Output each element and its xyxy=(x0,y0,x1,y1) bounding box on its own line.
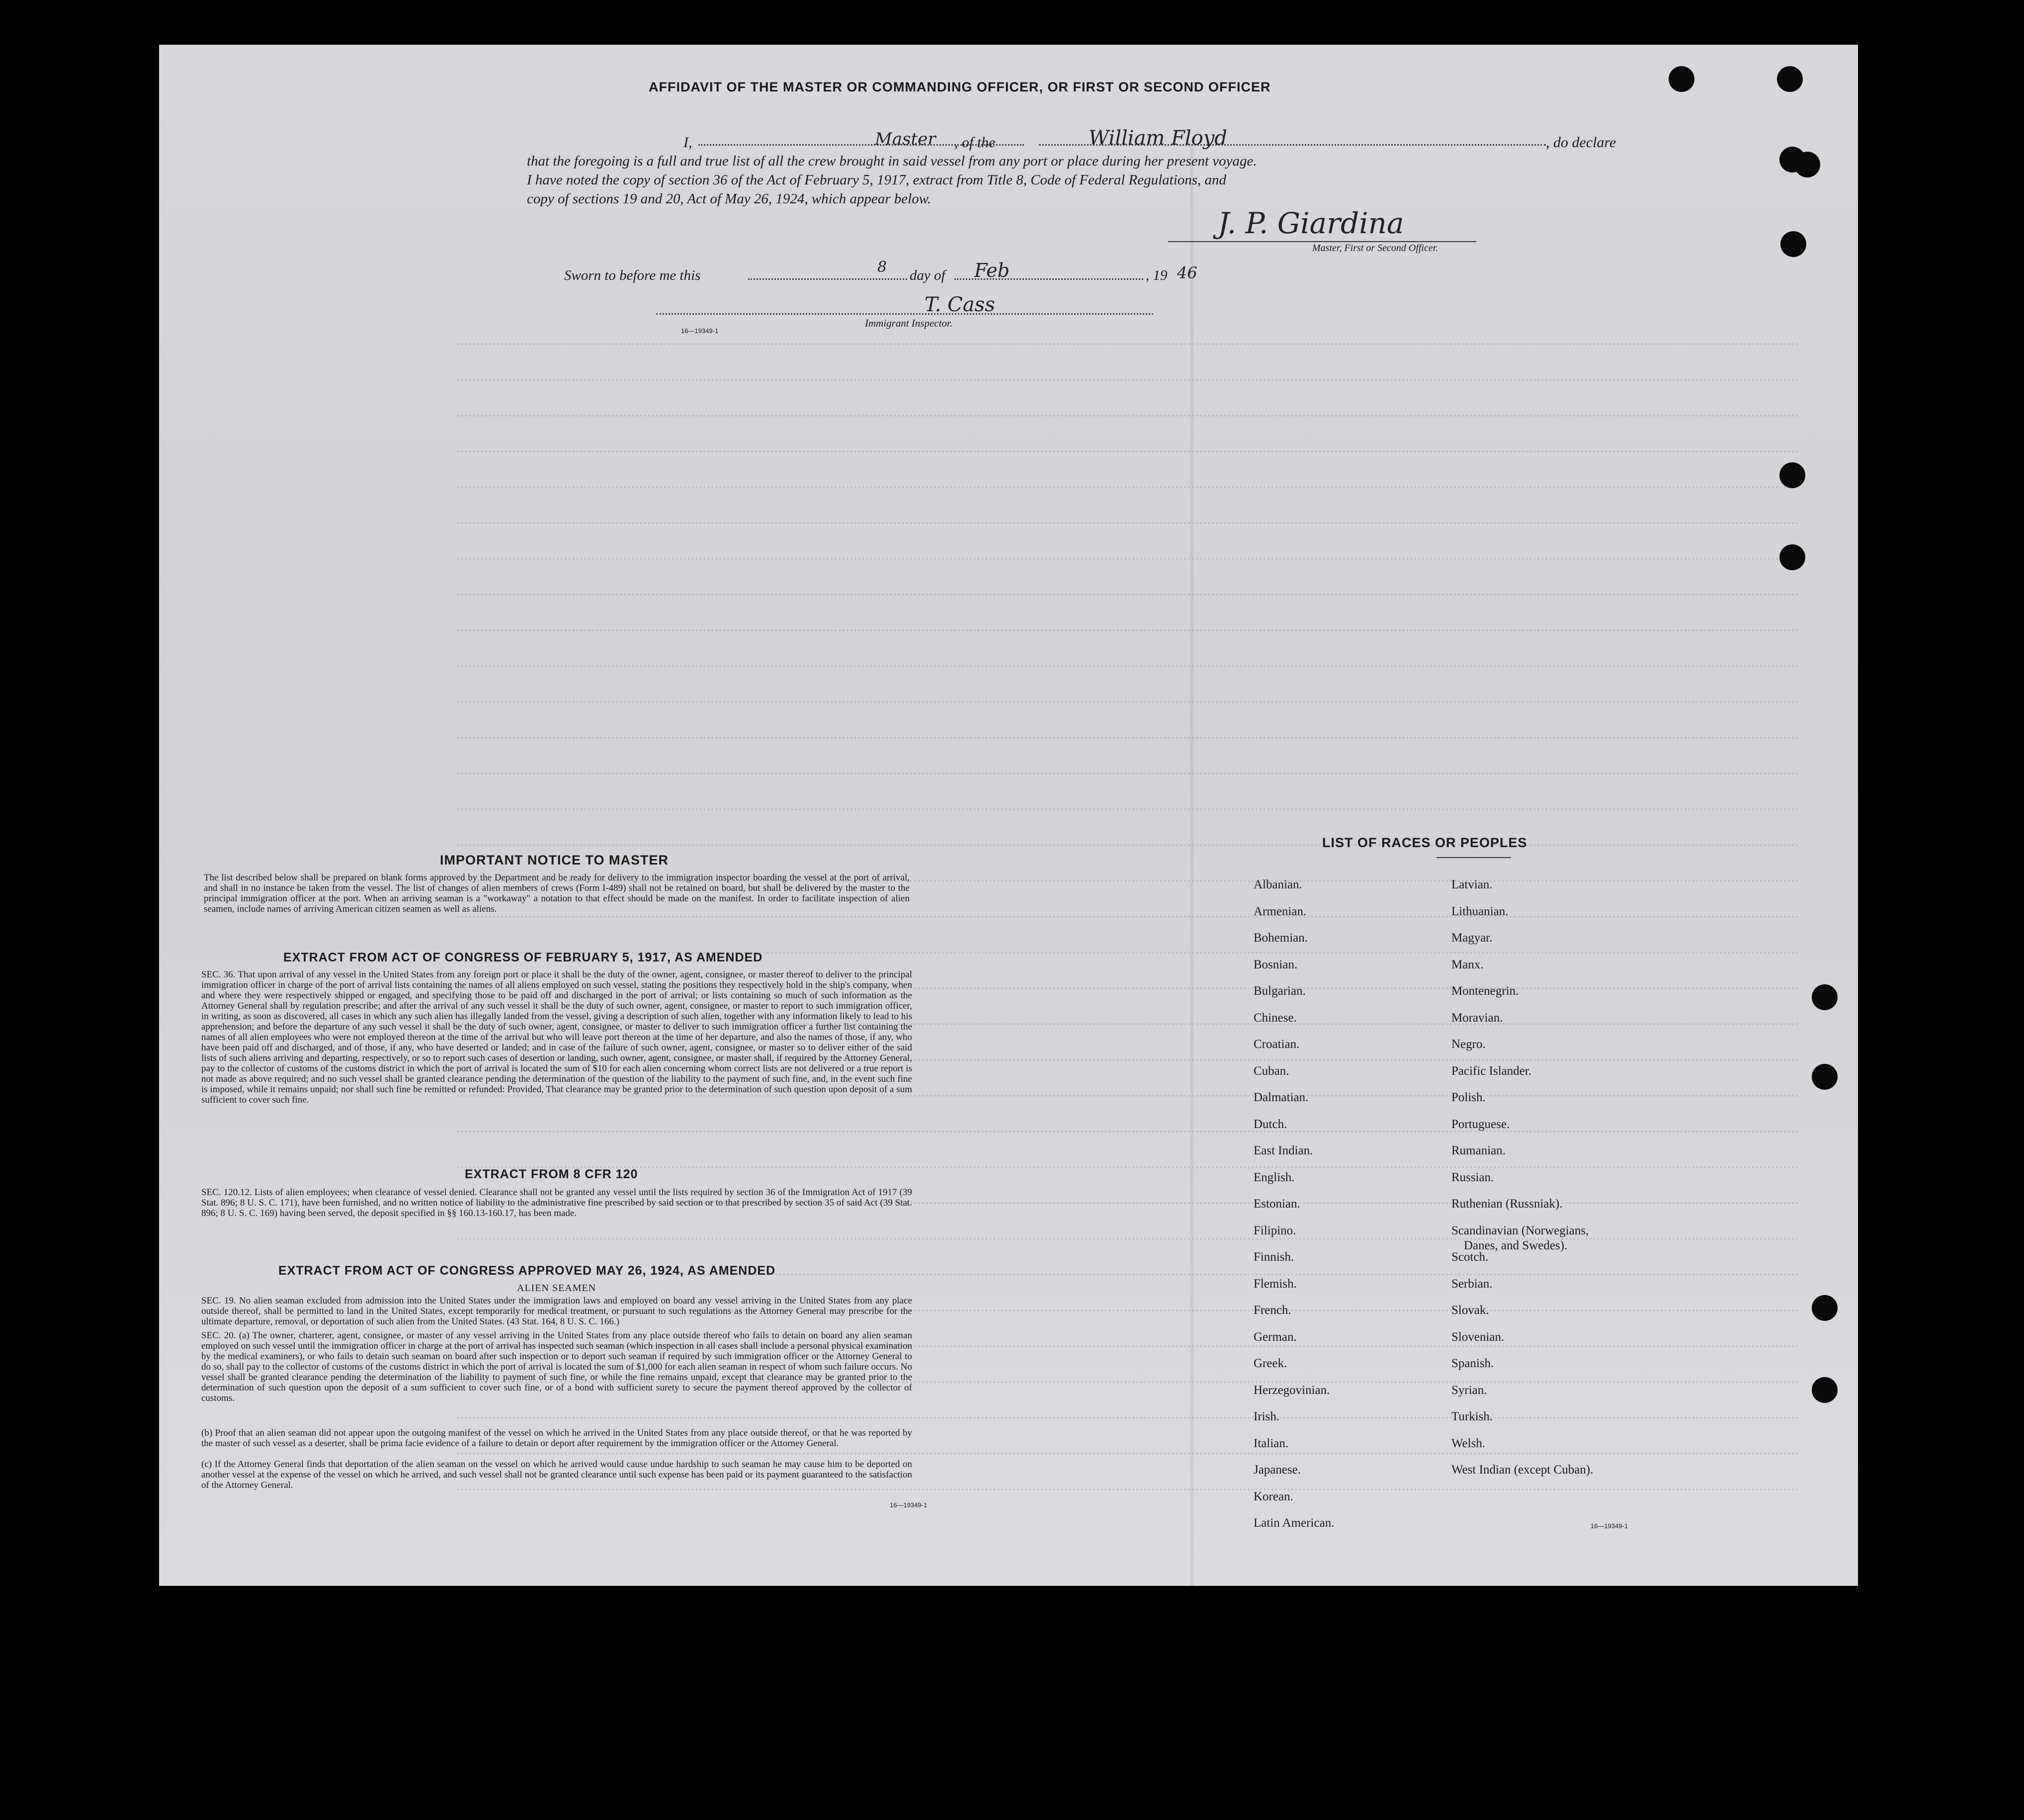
bleed-row xyxy=(457,343,1799,347)
bleed-row xyxy=(457,808,1799,812)
race-item: Ruthenian (Russniak). xyxy=(1451,1197,1563,1211)
sworn-day-label: day of xyxy=(910,267,945,283)
bleed-row xyxy=(457,522,1799,526)
sworn-year-prefix: , 19 xyxy=(1146,267,1168,283)
races-title-rule xyxy=(1436,857,1511,858)
sworn-label: Sworn to before me this xyxy=(564,267,701,283)
race-item: Scotch. xyxy=(1451,1250,1489,1264)
inspector-line xyxy=(656,313,1153,315)
extract-1924-sec20c: (c) If the Attorney General finds that deportation of the alien seaman on the vessel on which he arrived would cause undue hardship to such seaman he may cause him to be deported on another vessel at the expense of the vessel on which he arrived, and such vessel shall not be granted clearance until such expense has been paid or its payment guaranteed to the satisfaction of the Attorney General. xyxy=(201,1459,912,1490)
affidavit-of-the: , of the xyxy=(954,134,996,151)
affidavit-title: AFFIDAVIT OF THE MASTER OR COMMANDING OFFICER, OR FIRST OR SECOND OFFICER xyxy=(649,80,1271,94)
bleed-row xyxy=(457,1130,1799,1134)
race-item: Albanian. xyxy=(1254,878,1302,891)
extract-1924-sec19: SEC. 19. No alien seaman excluded from admission into the United States under the immigration laws and employed on board any vessel arriving in the United States from any place outside thereof, shall be permitted to land in the United States, except temporarily for medical treatment, or pursuant to such regulations as the Attorney General may prescribe for the ultimate departure, removal, or deportation of such alien from the United States. (43 Stat. 164, 8 U. S. C. 166.) xyxy=(201,1296,912,1327)
affidavit-line1-start: I, xyxy=(683,134,692,151)
punch-hole xyxy=(1779,462,1805,488)
document-page xyxy=(159,45,1858,1586)
race-item: Slovenian. xyxy=(1451,1330,1505,1344)
punch-hole xyxy=(1780,231,1806,257)
inspector-caption: Immigrant Inspector. xyxy=(865,317,953,329)
extract-1924-title: EXTRACT FROM ACT OF CONGRESS APPROVED MAY 26, 1924, AS AMENDED xyxy=(278,1264,776,1278)
sworn-year-hand: 46 xyxy=(1177,263,1197,282)
race-item: Portuguese. xyxy=(1451,1117,1510,1131)
race-item: Armenian. xyxy=(1254,904,1307,918)
bleed-row xyxy=(457,844,1799,848)
rank-handwritten: Master xyxy=(875,129,936,149)
race-item: Danes, and Swedes). xyxy=(1464,1238,1568,1252)
race-item: German. xyxy=(1254,1330,1297,1344)
punch-hole xyxy=(1669,66,1694,92)
extract-cfr-body: SEC. 120.12. Lists of alien employees; when clearance of vessel denied. Clearance shall not be granted any vessel until the lists required by section 36 of the Immigration Act of 1917 (39 Stat. 896; 8 U. S. C. 171), have been furnished, and no written notice of liability to the administrative fine prescribed by said section or to that prescribed by section 35 of said Act (39 Stat. 896; 8 U. S. C. 169) having been served, the deposit specified in §§ 160.13-160.17, has been made. xyxy=(201,1187,912,1218)
race-item: English. xyxy=(1254,1170,1295,1184)
race-item: Italian. xyxy=(1254,1436,1289,1450)
bleed-row xyxy=(457,594,1799,598)
race-item: Irish. xyxy=(1254,1410,1280,1423)
vessel-handwritten: William Floyd xyxy=(1089,127,1227,150)
bleed-row xyxy=(457,379,1799,383)
signature-line xyxy=(1168,241,1476,242)
race-item: Polish. xyxy=(1451,1091,1486,1104)
bleed-row xyxy=(457,665,1799,669)
races-form-number: 16—19349-1 xyxy=(1591,1522,1628,1530)
race-item: Magyar. xyxy=(1451,931,1493,945)
race-item: Bosnian. xyxy=(1254,957,1298,971)
race-item: Japanese. xyxy=(1254,1463,1301,1476)
race-item: Rumanian. xyxy=(1451,1144,1506,1157)
race-item: Chinese. xyxy=(1254,1011,1297,1025)
race-item: Russian. xyxy=(1451,1170,1494,1184)
race-item: Flemish. xyxy=(1254,1277,1297,1291)
signature-caption: Master, First or Second Officer. xyxy=(1312,243,1438,254)
inspector-signature: T. Cass xyxy=(925,293,995,316)
race-item: Turkish. xyxy=(1451,1410,1493,1423)
punch-hole xyxy=(1779,544,1805,570)
race-item: Finnish. xyxy=(1254,1250,1294,1264)
bleed-row xyxy=(457,1417,1799,1421)
affidavit-form-number: 16—19349-1 xyxy=(681,327,719,335)
race-item: West Indian (except Cuban). xyxy=(1451,1463,1594,1476)
sworn-day-hand: 8 xyxy=(877,259,887,276)
race-item: French. xyxy=(1254,1303,1291,1317)
extract-1924-sec20a: SEC. 20. (a) The owner, charterer, agent, consignee, or master of any vessel arriving in the United States from any place outside thereof who fails to detain on board any alien seaman employed on such vessel until the immigration officer in charge at the port of arrival has inspected such seaman (which inspection in all cases shall include a personal physical examination by the medical examiners), or who fails to detain such seaman on board after such inspection or to deport such seaman if required by such immigration officer or the Attorney General to do so, shall pay to the collector of customs of the customs district in which the port of arrival is located the sum of $1,000 for each alien seaman in respect of whom such failure occurs. No vessel shall be granted clearance pending the determination of the liability to payment of such fine, or while the fine remains unpaid, except that clearance may be granted prior to the determination of such question upon the deposit of a sum sufficient to cover such fine, or of a bond with sufficient surety to secure the payment thereof approved by the collector of customs. xyxy=(201,1330,912,1403)
bleed-row xyxy=(457,1166,1799,1170)
bleed-row xyxy=(457,916,1799,920)
punch-hole xyxy=(1812,984,1838,1010)
race-item: Greek. xyxy=(1254,1357,1287,1370)
race-item: East Indian. xyxy=(1254,1144,1313,1157)
race-item: Lithuanian. xyxy=(1451,904,1509,918)
race-item: Estonian. xyxy=(1254,1197,1300,1211)
bleed-row xyxy=(457,629,1799,633)
race-item: Slovak. xyxy=(1451,1303,1489,1317)
punch-hole xyxy=(1777,66,1803,92)
bleed-row xyxy=(457,1453,1799,1457)
sworn-month-hand: Feb xyxy=(974,260,1010,281)
affidavit-line4: copy of sections 19 and 20, Act of May 26, 1924, which appear below. xyxy=(527,191,931,207)
notice-body: The list described below shall be prepared on blank forms approved by the Department and be ready for delivery to the immigration inspector boarding the vessel at the port of arrival, and shall in no instance be taken from the vessel. The list of changes of alien members of crews (Form I-489) shall not be retained on board, but shall be delivered by the master to the principal immigration officer at the port. When an arriving seaman is a "workaway" a notation to that effect should be made on the manifest. In order to facilitate inspection of alien seamen, include names of arriving American citizen seamen as well as aliens. xyxy=(204,872,910,914)
race-item: Negro. xyxy=(1451,1038,1486,1051)
race-item: Spanish. xyxy=(1451,1357,1494,1370)
page-fold xyxy=(1190,144,1193,1586)
race-item: Pacific Islander. xyxy=(1451,1064,1532,1078)
extract-1924-sec20b: (b) Proof that an alien seaman did not appear upon the outgoing manifest of the vessel on which he arrived in the United States from any place outside thereof, or that he was reported by the master of such vessel as a deserter, shall be prima facie evidence of a failure to detain or deport after requirement by the immigration officer or the Attorney General. xyxy=(201,1428,912,1449)
bleed-row xyxy=(457,773,1799,777)
race-item: Cuban. xyxy=(1254,1064,1289,1078)
notice-title: IMPORTANT NOTICE TO MASTER xyxy=(440,853,669,867)
bleed-row xyxy=(457,701,1799,705)
affidavit-do-declare: , do declare xyxy=(1546,134,1616,151)
punch-hole xyxy=(1812,1295,1838,1321)
races-title: LIST OF RACES OR PEOPLES xyxy=(1322,835,1527,850)
race-item: Bulgarian. xyxy=(1254,984,1306,998)
bleed-row xyxy=(457,737,1799,741)
race-item: Bohemian. xyxy=(1254,931,1308,945)
bleed-row xyxy=(457,558,1799,562)
day-blank xyxy=(748,278,907,280)
master-signature: J. P. Giardina xyxy=(1218,206,1404,240)
extract-cfr-title: EXTRACT FROM 8 CFR 120 xyxy=(465,1167,638,1181)
punch-hole xyxy=(1812,1377,1838,1403)
race-item: Montenegrin. xyxy=(1451,984,1519,998)
punch-hole xyxy=(1812,1064,1838,1090)
extract-1917-title: EXTRACT FROM ACT OF CONGRESS OF FEBRUARY 5, 1917, AS AMENDED xyxy=(283,951,763,964)
race-item: Moravian. xyxy=(1451,1011,1503,1025)
race-item: Filipino. xyxy=(1254,1223,1296,1237)
race-item: Dalmatian. xyxy=(1254,1091,1309,1104)
race-item: Latvian. xyxy=(1451,878,1493,891)
bleed-row xyxy=(457,1238,1799,1242)
race-item: Korean. xyxy=(1254,1489,1293,1503)
affidavit-line3: I have noted the copy of section 36 of the Act of February 5, 1917, extract from Title 8, Code of Federal Regulations, and xyxy=(527,172,1227,188)
bleed-row xyxy=(457,450,1799,454)
extract-1924-subtitle: ALIEN SEAMEN xyxy=(517,1283,596,1294)
race-item: Croatian. xyxy=(1254,1038,1300,1051)
extract-1917-body: SEC. 36. That upon arrival of any vessel in the United States from any foreign port or place it shall be the duty of the owner, agent, consignee, or master thereof to deliver to the principal immigration officer in charge of the port of arrival lists containing the names of all aliens employed on such vessel, stating the positions they respectively hold in the ship's company, when and where they were respectively shipped or engaged, and specifying those to be paid off and discharged in the port of arrival; or lists containing so much of such information as the Attorney General shall by regulation prescribe; and after the arrival of any such vessel it shall be the duty of such owner, agent, consignee, or master to report to such immigration officer, in writing, as soon as discovered, all cases in which any such alien has illegally landed from the vessel, giving a description of such alien, together with any information likely to lead to his apprehension; and before the departure of any such vessel it shall be the duty of such owner, agent, consignee, or master to deliver to such immigration officer a further list containing the names of all alien employees who were not employed thereon at the time of the arrival but who will leave port thereon at the time of her departure, and also the names of those, if any, who have been paid off and discharged, and of those, if any, who have deserted or landed; and in case of the failure of such owner, agent, consignee, or master so to deliver either of the said lists of such aliens arriving and departing, respectively, or so to report such cases of desertion or landing, such owner, agent, consignee, or master shall, if required by the Attorney General, pay to the collector of customs of the customs district in which the port of arrival is located the sum of $10 for each alien concerning whom correct lists are not delivered or a true report is not made as above required; and no such vessel shall be granted clearance pending the determination of the question of the liability to the payment of such fine, and, in the event such fine is imposed, while it remains unpaid; nor shall such fine be remitted or refunded: Provided, That clearance may be granted prior to the determination of such question upon deposit of a sum sufficient to cover such fine. xyxy=(201,969,912,1105)
punch-hole xyxy=(1794,152,1820,177)
race-item: Syrian. xyxy=(1451,1383,1487,1397)
race-item: Herzegovinian. xyxy=(1254,1383,1330,1397)
race-item: Scandinavian (Norwegians, xyxy=(1451,1223,1589,1237)
race-item: Welsh. xyxy=(1451,1436,1486,1450)
race-item: Latin American. xyxy=(1254,1516,1335,1530)
affidavit-line2: that the foregoing is a full and true list of all the crew brought in said vessel from any port or place during her present voyage. xyxy=(527,153,1257,169)
race-item: Dutch. xyxy=(1254,1117,1287,1131)
race-item: Manx. xyxy=(1451,957,1484,971)
bleed-row xyxy=(457,415,1799,419)
race-item: Serbian. xyxy=(1451,1277,1493,1291)
bleed-row xyxy=(457,486,1799,490)
extract-form-number: 16—19349-1 xyxy=(890,1501,928,1509)
